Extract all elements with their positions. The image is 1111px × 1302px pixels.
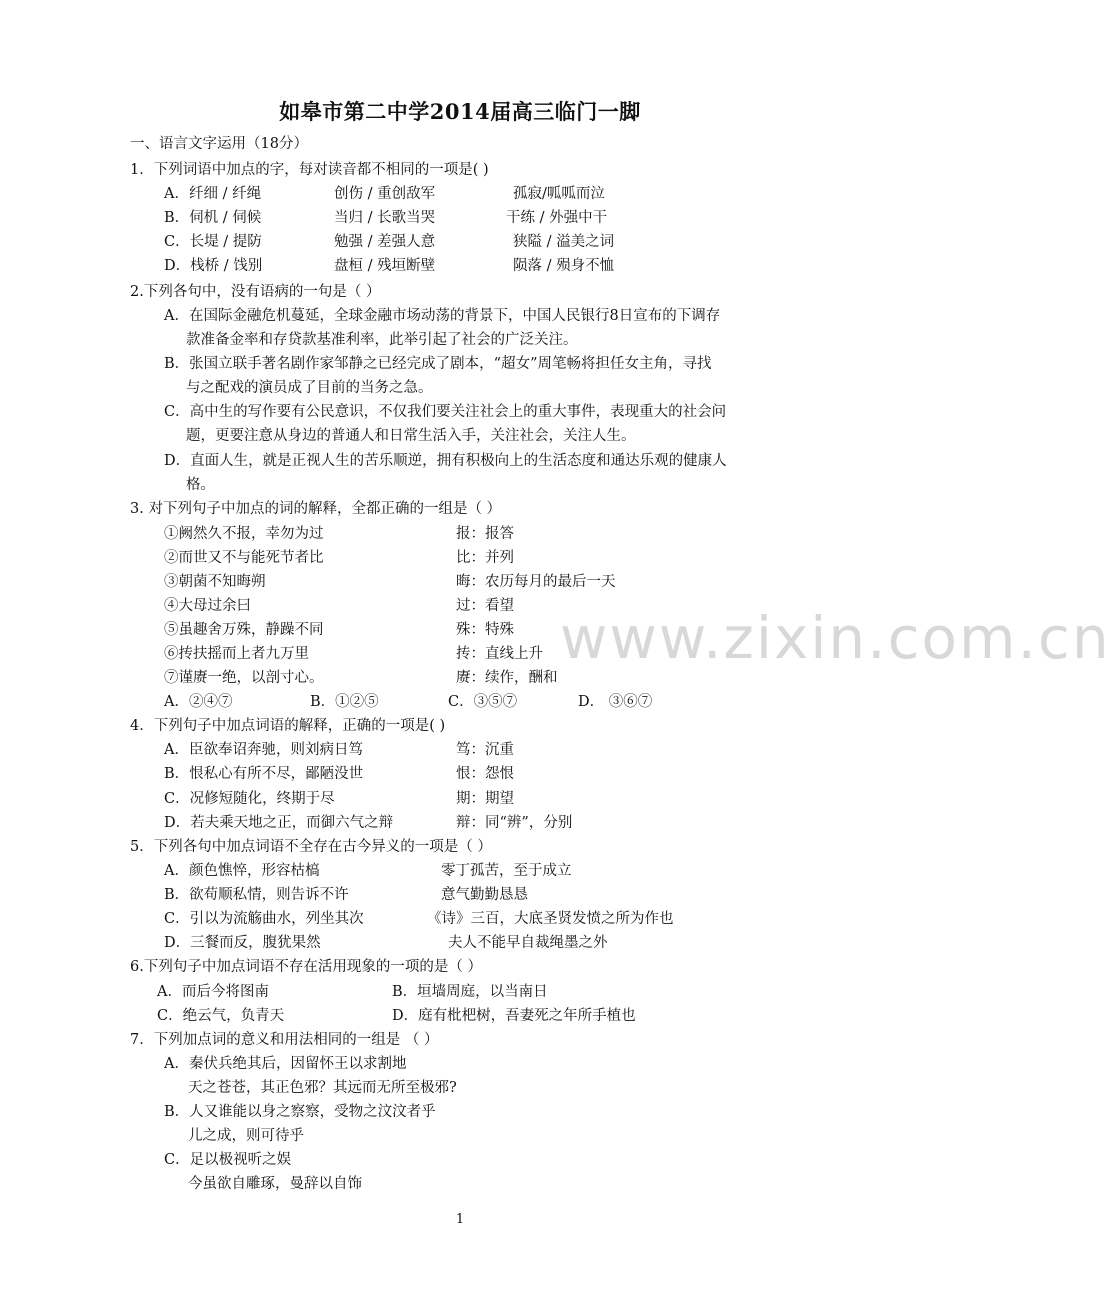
q1-option-b-1: B．伺机 / 伺候 bbox=[164, 210, 262, 226]
q1-option-c-3: 狭隘 / 溢美之词 bbox=[513, 234, 615, 250]
q2-option-c-line1: C．高中生的写作要有公民意识，不仅我们要关注社会上的重大事件，表现重大的社会问 bbox=[164, 404, 727, 420]
q1-option-a-3: 孤寂/呱呱而泣 bbox=[513, 186, 605, 202]
q3-item-4: ④大母过余曰 bbox=[164, 598, 251, 614]
q1-option-a-1: A．纤细 / 纤绳 bbox=[164, 186, 262, 202]
q4-option-b-gloss: 恨：怨恨 bbox=[456, 766, 514, 782]
q4-option-b: B．恨私心有所不尽，鄙陋没世 bbox=[164, 766, 364, 782]
q3-stem: 3. 对下列句子中加点的词的解释，全都正确的一组是（ ） bbox=[130, 501, 502, 517]
watermark: www.zixin.com.cn bbox=[560, 604, 1111, 672]
q3-item-5-gloss: 殊：特殊 bbox=[456, 622, 514, 638]
q7-option-a-line2: 天之苍苍，其正色邪？其远而无所至极邪? bbox=[188, 1080, 457, 1096]
q4-option-d-gloss: 辩：同“辨”，分别 bbox=[456, 815, 573, 831]
section-heading: 一、语言文字运用（18分） bbox=[130, 136, 308, 152]
q3-item-5: ⑤虽趣舍万殊，静躁不同 bbox=[164, 622, 324, 638]
q3-item-3: ③朝菌不知晦朔 bbox=[164, 574, 266, 590]
q3-item-6-gloss: 抟：直线上升 bbox=[456, 646, 543, 662]
q6-stem: 6.下列句子中加点词语不存在活用现象的一项的是（ ） bbox=[130, 959, 482, 975]
q6-option-d: D．庭有枇杷树，吾妻死之年所手植也 bbox=[392, 1008, 636, 1024]
q5-option-d-2: 夫人不能早自裁绳墨之外 bbox=[448, 935, 608, 951]
q3-item-4-gloss: 过：看望 bbox=[456, 598, 514, 614]
q2-option-d-line2: 格。 bbox=[186, 477, 215, 493]
q2-option-b-line2: 与之配戏的演员成了目前的当务之急。 bbox=[186, 380, 433, 396]
q3-option-d: D． ③⑥⑦ bbox=[578, 694, 653, 710]
q5-option-c-1: C．引以为流觞曲水，列坐其次 bbox=[164, 911, 364, 927]
q2-option-d-line1: D．直面人生，就是正视人生的苦乐顺逆，拥有积极向上的生活态度和通达乐观的健康人 bbox=[164, 453, 727, 469]
q2-option-a-line2: 款准备金率和存贷款基准利率，此举引起了社会的广泛关注。 bbox=[186, 332, 578, 348]
q5-option-a-2: 零丁孤苦，至于成立 bbox=[441, 863, 572, 879]
q3-option-c: C．③⑤⑦ bbox=[448, 694, 518, 710]
q1-option-b-2: 当归 / 长歌当哭 bbox=[334, 210, 436, 226]
q7-option-b-line1: B．人又谁能以身之察察，受物之汶汶者乎 bbox=[164, 1104, 436, 1120]
q6-option-a: A．而后今将图南 bbox=[157, 984, 269, 1000]
q1-option-c-2: 勉强 / 差强人意 bbox=[334, 234, 436, 250]
q1-option-d-1: D．栈桥 / 饯别 bbox=[164, 258, 263, 274]
q3-item-1: ①阙然久不报，幸勿为过 bbox=[164, 526, 324, 542]
q7-stem: 7．下列加点词的意义和用法相同的一组是 （ ） bbox=[130, 1032, 439, 1048]
q3-option-b: B．①②⑤ bbox=[310, 694, 379, 710]
q1-option-c-1: C．长堤 / 提防 bbox=[164, 234, 262, 250]
page-number: 1 bbox=[455, 1212, 465, 1227]
q4-option-a: A．臣欲奉诏奔驰，则刘病日笃 bbox=[164, 742, 363, 758]
q3-item-7-gloss: 赓：续作，酬和 bbox=[456, 670, 558, 686]
q3-item-3-gloss: 晦：农历每月的最后一天 bbox=[456, 574, 616, 590]
q3-item-2: ②而世又不与能死节者比 bbox=[164, 550, 324, 566]
q7-option-b-line2: 儿之成，则可待乎 bbox=[188, 1128, 304, 1144]
q4-option-a-gloss: 笃：沉重 bbox=[456, 742, 514, 758]
q1-option-a-2: 创伤 / 重创敌军 bbox=[334, 186, 436, 202]
q5-option-b-1: B．欲苟顺私情，则告诉不许 bbox=[164, 887, 349, 903]
q1-option-d-2: 盘桓 / 残垣断壁 bbox=[334, 258, 436, 274]
q4-option-c-gloss: 期：期望 bbox=[456, 791, 514, 807]
q2-stem: 2.下列各句中，没有语病的一句是（ ） bbox=[130, 284, 381, 300]
q5-option-a-1: A．颜色憔悴，形容枯槁 bbox=[164, 863, 320, 879]
q2-option-a-line1: A．在国际金融危机蔓延，全球金融市场动荡的背景下，中国人民银行8日宣布的下调存 bbox=[164, 308, 721, 324]
q6-option-c: C．绝云气，负青天 bbox=[157, 1008, 285, 1024]
q4-option-c: C．况修短随化，终期于尽 bbox=[164, 791, 335, 807]
q1-stem: 1．下列词语中加点的字，每对读音都不相同的一项是( ) bbox=[130, 162, 489, 178]
q5-stem: 5．下列各句中加点词语不全存在古今异义的一项是（ ） bbox=[130, 839, 492, 855]
q7-option-c-line1: C．足以极视听之娱 bbox=[164, 1152, 292, 1168]
q3-item-2-gloss: 比：并列 bbox=[456, 550, 514, 566]
q4-stem: 4．下列句子中加点词语的解释，正确的一项是( ) bbox=[130, 718, 446, 734]
q7-option-c-line2: 今虽欲自雕琢，曼辞以自饰 bbox=[188, 1176, 362, 1192]
q3-item-1-gloss: 报：报答 bbox=[456, 526, 514, 542]
q2-option-b-line1: B．张国立联手著名剧作家邹静之已经完成了剧本，“超女”周笔畅将担任女主角，寻找 bbox=[164, 356, 712, 372]
q1-option-d-3: 陨落 / 殒身不恤 bbox=[513, 258, 615, 274]
page-title: 如皋市第二中学2014届高三临门一脚 bbox=[279, 99, 641, 124]
q1-option-b-3: 干练 / 外强中干 bbox=[506, 210, 608, 226]
q3-item-6: ⑥抟扶摇而上者九万里 bbox=[164, 646, 309, 662]
q3-item-7: ⑦谨赓一绝，以剖寸心。 bbox=[164, 670, 324, 686]
q7-option-a-line1: A．秦伏兵绝其后，因留怀王以求割地 bbox=[164, 1056, 407, 1072]
q6-option-b: B．垣墙周庭，以当南日 bbox=[392, 984, 548, 1000]
q5-option-c-2: 《诗》三百，大底圣贤发愤之所为作也 bbox=[427, 911, 674, 927]
q3-option-a: A．②④⑦ bbox=[164, 694, 233, 710]
q5-option-d-1: D．三餐而反，腹犹果然 bbox=[164, 935, 321, 951]
q2-option-c-line2: 题，更要注意从身边的普通人和日常生活入手，关注社会，关注人生。 bbox=[186, 428, 636, 444]
q5-option-b-2: 意气勤勤恳恳 bbox=[441, 887, 528, 903]
q4-option-d: D．若夫乘天地之正，而御六气之辩 bbox=[164, 815, 394, 831]
